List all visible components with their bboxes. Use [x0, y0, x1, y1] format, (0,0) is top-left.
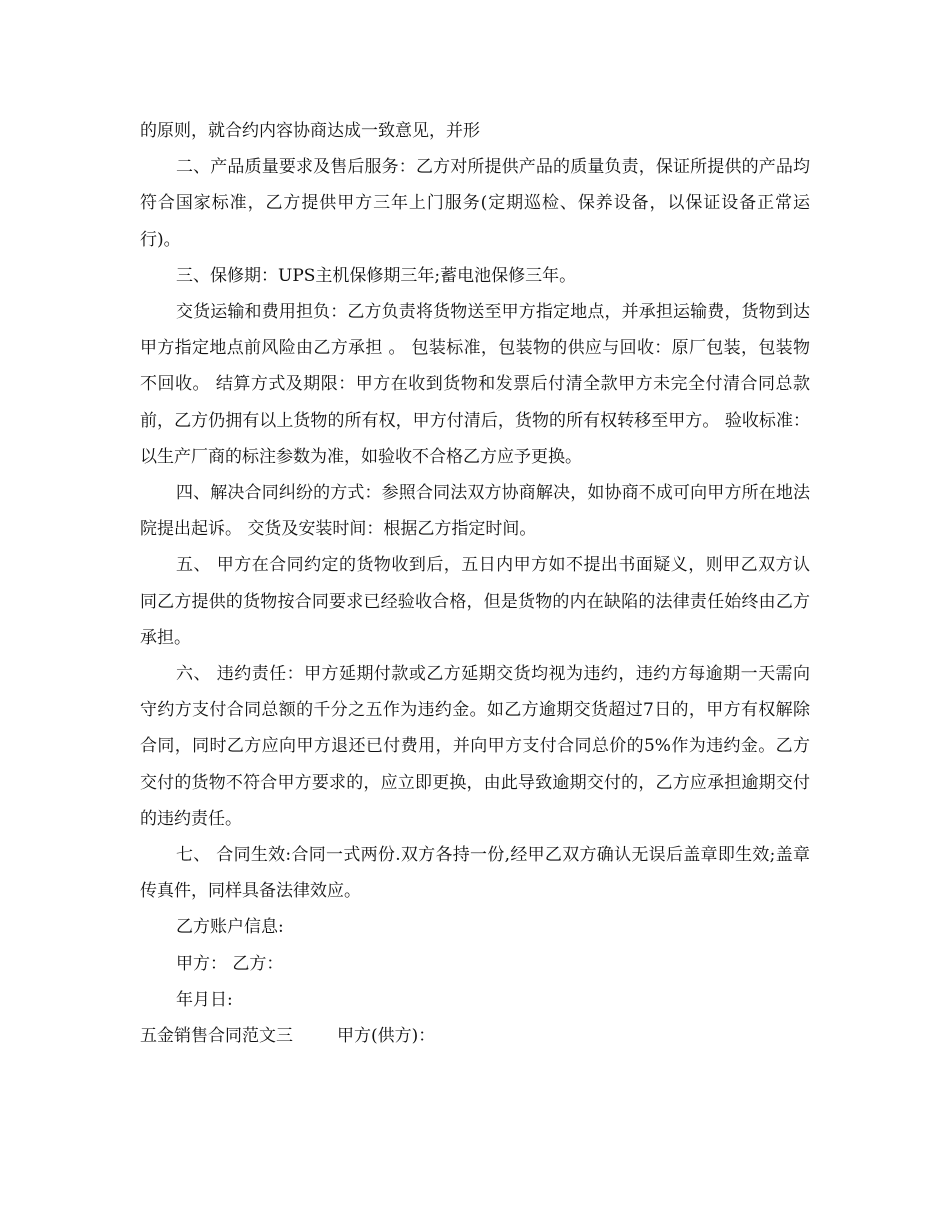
next-section-party: 甲方(供方)： [337, 1026, 436, 1047]
paragraph-delivery-payment: 交货运输和费用担负：乙方负责将货物送至甲方指定地点，并承担运输费，货物到达甲方指定地点前风险由乙方承担 。 包装标准，包装物的供应与回收：原厂包装，包装物不回收。 结算方式及期限：甲方在收到货物和发票后付清全款甲方未完全付清合同总款前，乙方仍拥有以上货物的所有权，甲方付清后，货物的所有权转移至甲方。 验收标准：以生产厂商的标注参数为准，如验收不合格乙方应予更换。 [140, 302, 810, 467]
document-page [140, 113, 810, 1054]
paragraph-intro-tail: 的原则，就合约内容协商达成一致意见，并形 [140, 121, 480, 141]
next-section-heading [140, 1018, 810, 1054]
paragraph-account-info: 乙方账户信息: [176, 917, 284, 938]
paragraph-signatures: 甲方： 乙方： [176, 953, 284, 974]
paragraph-dispute-resolution: 四、解决合同纠纷的方式：参照合同法双方协商解决，如协商不成可向甲方所在地法院提出起诉。 交货及安装时间：根据乙方指定时间。 [140, 483, 810, 540]
paragraph-quality-service: 二、产品质量要求及售后服务：乙方对所提供产品的质量负责，保证所提供的产品均符合国家标准，乙方提供甲方三年上门服务(定期巡检、保养设备，以保证设备正常运行)。 [140, 157, 810, 250]
paragraph-breach-liability: 六、 违约责任：甲方延期付款或乙方延期交货均视为违约，违约方每逾期一天需向守约方支付合同总额的千分之五作为违约金。如乙方逾期交货超过7日的，甲方有权解除合同，同时乙方应向甲方退还已付费用，并向甲方支付合同总价的5%作为违约金。乙方交付的货物不符合甲方要求的，应立即更换，由此导致逾期交付的，乙方应承担逾期交付的违约责任。 [140, 664, 810, 829]
paragraph-contract-effect: 七、 合同生效:合同一式两份.双方各持一份,经甲乙双方确认无误后盖章即生效;盖章传真件，同样具备法律效应。 [140, 845, 810, 902]
paragraph-date: 年月日: [176, 989, 233, 1010]
paragraph-warranty: 三、保修期：UPS主机保修期三年;蓄电池保修三年。 [176, 265, 577, 286]
next-section-title: 五金销售合同范文三 [140, 1026, 293, 1047]
paragraph-inspection: 五、 甲方在合同约定的货物收到后，五日内甲方如不提出书面疑义，则甲乙双方认同乙方提供的货物按合同要求已经验收合格，但是货物的内在缺陷的法律责任始终由乙方承担。 [140, 555, 810, 648]
